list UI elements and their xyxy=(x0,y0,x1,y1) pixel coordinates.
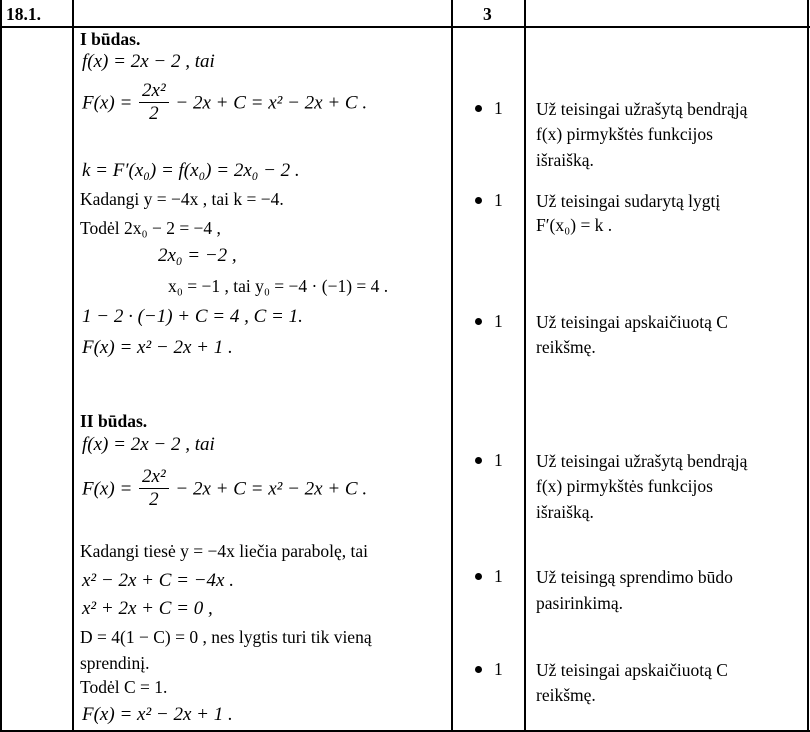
method1-equation-line: 2x₀ = −2 , xyxy=(158,245,237,266)
criterion-line: Už teisingą sprendimo būdo xyxy=(536,567,733,587)
method1-slope-line: k = F′(x₀) = f(x₀) = 2x₀ − 2 . xyxy=(82,160,300,181)
method2-derivative-line: f(x) = 2x − 2 , tai xyxy=(82,434,215,455)
table-border-left xyxy=(0,0,2,732)
method2-result-line: F(x) = x² − 2x + 1 . xyxy=(82,704,233,725)
criterion-line: Už teisingai sudarytą lygtį xyxy=(536,191,721,211)
criterion-line: Už teisingai užrašytą bendrąją xyxy=(536,99,748,119)
antiderivative-rhs: − 2x + C = x² − 2x + C . xyxy=(175,92,368,114)
bullet-icon xyxy=(475,666,482,673)
criterion-line: reikšmę. xyxy=(536,685,596,705)
criterion-line: f(x) pirmykštės funkcijos xyxy=(536,124,713,144)
table-border-col1 xyxy=(72,0,74,732)
task-number: 18.1. xyxy=(6,4,41,24)
bullet-icon xyxy=(475,318,482,325)
criterion-line: f(x) pirmykštės funkcijos xyxy=(536,476,713,496)
antiderivative-lhs: F(x) = xyxy=(82,92,133,114)
score-item xyxy=(475,311,503,331)
method1-text-line: x₀ = −1 , tai y₀ = −4 · (−1) = 4 . xyxy=(168,276,389,296)
table-border-col3 xyxy=(524,0,526,732)
method2-text-line: D = 4(1 − C) = 0 , nes lygtis turi tik vieną xyxy=(80,627,372,647)
method1-result-line: F(x) = x² − 2x + 1 . xyxy=(82,337,233,358)
fraction xyxy=(139,81,169,125)
method1-text-line: Kadangi y = −4x , tai k = −4. xyxy=(80,189,284,209)
criterion-line: išraišką. xyxy=(536,150,594,170)
method1-antiderivative xyxy=(82,82,367,126)
method2-equation-line: x² + 2x + C = 0 , xyxy=(82,598,213,619)
score-value: 1 xyxy=(494,659,503,679)
method2-title: II būdas. xyxy=(80,411,148,431)
criterion-line: pasirinkimą. xyxy=(536,593,623,613)
antiderivative-lhs: F(x) = xyxy=(82,478,133,500)
bullet-icon xyxy=(475,573,482,580)
fraction-numerator: 2x² xyxy=(139,467,169,489)
criterion-line: Už teisingai apskaičiuotą C xyxy=(536,660,728,680)
max-points: 3 xyxy=(483,4,492,24)
method2-text-line: Todėl C = 1. xyxy=(80,677,168,697)
score-item xyxy=(475,190,503,210)
score-value: 1 xyxy=(494,98,503,118)
criterion-line: Už teisingai apskaičiuotą C xyxy=(536,312,728,332)
bullet-icon xyxy=(475,457,482,464)
method1-derivative-line: f(x) = 2x − 2 , tai xyxy=(82,51,215,72)
method2-text-line: Kadangi tiesė y = −4x liečia parabolę, tai xyxy=(80,541,368,561)
score-value: 1 xyxy=(494,450,503,470)
table-border-right xyxy=(807,0,809,732)
bullet-icon xyxy=(475,105,482,112)
fraction-denominator: 2 xyxy=(149,489,159,510)
criterion-line: išraišką. xyxy=(536,502,594,522)
score-item xyxy=(475,659,503,679)
score-value: 1 xyxy=(494,566,503,586)
bullet-icon xyxy=(475,197,482,204)
score-item xyxy=(475,98,503,118)
method2-antiderivative xyxy=(82,468,367,512)
fraction-denominator: 2 xyxy=(149,103,159,124)
score-value: 1 xyxy=(494,311,503,331)
score-value: 1 xyxy=(494,190,503,210)
antiderivative-rhs: − 2x + C = x² − 2x + C . xyxy=(175,478,368,500)
fraction-numerator: 2x² xyxy=(139,81,169,103)
fraction xyxy=(139,467,169,511)
method2-equation-line: x² − 2x + C = −4x . xyxy=(82,570,234,591)
criterion-line: F′(x₀) = k . xyxy=(536,215,613,235)
method2-text-line: sprendinį. xyxy=(80,653,150,673)
criterion-line: Už teisingai užrašytą bendrąją xyxy=(536,451,748,471)
table-border-col2 xyxy=(451,0,453,732)
method1-title: I būdas. xyxy=(80,29,141,49)
criterion-line: reikšmę. xyxy=(536,337,596,357)
score-item xyxy=(475,450,503,470)
method1-text-line: Todėl 2x₀ − 2 = −4 , xyxy=(80,218,221,238)
score-item xyxy=(475,566,503,586)
header-row-divider xyxy=(0,26,810,28)
method1-equation-line: 1 − 2 · (−1) + C = 4 , C = 1. xyxy=(82,306,303,327)
